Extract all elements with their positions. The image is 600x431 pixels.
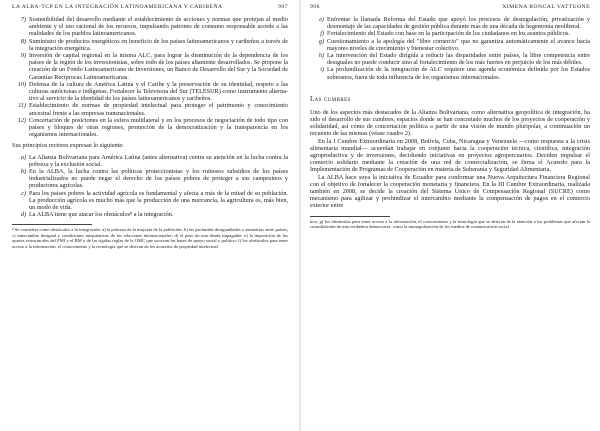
item-number: 11) bbox=[18, 102, 26, 110]
item-text: Inversión de capital regional en la misma ALC, para lograr la disminución de la dependencia de los países de la región de los inversionistas, sobre todo de los países altamente desarrollados. Se propone la creación de un Fondo Latinoamericano de Inversiones, un Banco de Desarrollo del Sur y la Sociedad de Garantías Recíprocas Latinoamericanas. bbox=[29, 52, 288, 81]
principles-list bbox=[12, 154, 288, 219]
list-item bbox=[12, 117, 288, 139]
item-letter: e) bbox=[319, 16, 324, 23]
item-text: Enfrentar la llamada Reforma del Estado que apoyó los procesos de desregulación, privatización y desmontaje de las capacidades de gestión pública durante más de una década de hegemonía neoliberal. bbox=[327, 16, 590, 31]
list-item bbox=[310, 52, 590, 66]
footnote: ⁸ Se considera como obstáculos a la integración: a) la pobreza de la mayoría de la población; b) las profundas desigualdades y asimetrías entre países; c) intercambio desigual y condiciones inequitativas de las relaciones internacionales; d) el peso de una deuda impagable; e) la imposición de los ajustes estructurales del FMI y el BM y de las rígidas reglas de la OMC que socavan las bases de apoyo social y político; f) los obstáculos para tener acceso a la información, el conocimiento y la tecnología que se derivan de los acuerdos de propiedad intelectual. bbox=[12, 227, 288, 249]
right-page bbox=[304, 0, 600, 431]
item-letter: h) bbox=[318, 52, 324, 60]
running-title: LA ALBA-TCP EN LA INTEGRACIÓN LATINOAMERICANA Y CARIBEÑA bbox=[12, 4, 223, 10]
item-text: Fortalecimiento del Estado con base en la participación de los ciudadanos en los asuntos públicos. bbox=[327, 30, 570, 38]
list-item bbox=[310, 38, 590, 52]
item-number: 12) bbox=[17, 116, 26, 124]
right-page-header bbox=[310, 4, 590, 10]
item-letter: d) bbox=[20, 211, 26, 219]
left-page bbox=[0, 0, 296, 431]
item-letter: f) bbox=[320, 30, 324, 38]
item-letter: g) bbox=[318, 37, 324, 45]
list-item bbox=[310, 30, 590, 37]
item-number: 10) bbox=[17, 80, 26, 88]
item-number: 9) bbox=[20, 52, 26, 60]
list-item bbox=[12, 38, 288, 52]
item-text: Defensa de la cultura de América Latina y el Caribe y la preservación de su identidad, respeto a las culturas autóctonas e indígenas. Fortalecer la Televisora del Sur (TELESUR) como instrumento alternativo al servicio de la identidad de los países latinoamericanos y caribeños. bbox=[29, 80, 288, 103]
item-text: Establecimiento de normas de propiedad intelectual para proteger el patrimonio y conocimiento ancestral frente a las empresas transnacionales. bbox=[29, 102, 288, 117]
running-author: XIMENA RONCAL VATTUONE bbox=[502, 4, 590, 10]
list-item bbox=[310, 16, 590, 30]
item-letter: c) bbox=[21, 189, 26, 197]
footnote: tico; g) los obstáculos para tener acceso a la información, el conocimiento y la tecnología que se derivan de la atención a los problemas que afectan la consolidación de una verdadera democracia, como la monopolización de los medios de comunicación social. bbox=[310, 218, 590, 230]
item-text: La ALBA tiene que atacar los obstáculos⁸ a la integración. bbox=[29, 211, 174, 219]
item-letter: i) bbox=[320, 66, 324, 74]
page-gutter bbox=[299, 0, 301, 431]
list-item bbox=[12, 102, 288, 116]
page-number-right: 998 bbox=[310, 4, 320, 10]
item-text: Suministro de productos energéticos en beneficio de los países latinoamericanos y caribeños a través de la integración energética. bbox=[29, 37, 288, 52]
item-text: La Alianza Bolivariana para América Latina (antes alternativa) centra su atención en la lucha contra la pobreza y la exclusión social. bbox=[29, 153, 288, 168]
list-item bbox=[310, 66, 590, 80]
principles-list-continued bbox=[310, 16, 590, 81]
list-item bbox=[12, 168, 288, 190]
paragraph: Uno de los aspectos más destacados de la Alianza Bolivariana, como alternativa geopolítica de integración, ha sido el desarrollo de sus cumbres, espacios donde se han concretado muchos de los proyectos de cooperación y solidaridad, así como de concertación política a partir de una visión de mundo pluripolar, a continuación un recuento de las mismas (véase cuadro 2). bbox=[310, 108, 590, 138]
principles-intro: Sus principios rectores expresan lo siguiente: bbox=[12, 142, 124, 150]
item-letter: b) bbox=[20, 168, 26, 176]
list-item bbox=[12, 16, 288, 38]
objectives-list bbox=[12, 16, 288, 138]
page-number-left: 997 bbox=[278, 4, 288, 10]
list-item bbox=[12, 154, 288, 168]
item-text: Concertación de posiciones en la esfera multilateral y en los procesos de negociación de todo tipo con países y bloques de otras regiones, promoción de la democratización y la transparencia en los organismos internacionales. bbox=[29, 116, 288, 139]
item-text: Cuestionamiento a la apología del "libre comercio" que no garantiza automáticamente el avance hacia mayores niveles de crecimiento y bienestar colectivo. bbox=[327, 37, 590, 52]
footnote-rule bbox=[12, 224, 92, 225]
item-text: En la ALBA, la lucha contra las políticas proteccionistas y los ruinosos subsidios de los países industrializados no puede negar el derecho de los países pobres de proteger a sus campesinos y productores agrícolas. bbox=[29, 168, 288, 190]
item-number: 8) bbox=[20, 37, 26, 45]
list-item bbox=[12, 81, 288, 103]
item-text: Para los países pobres la actividad agrícola es fundamental y afecta a más de la mitad de su población. La producción agrícola es mucho más que la producción de una mercancía, la agricultura es, más bien, un modo de vida. bbox=[29, 189, 288, 212]
item-text: La profundización de la integración de ALC requiere una agenda económica definida por los Estados soberanos, fuera de toda influencia de los organismos internacionales. bbox=[327, 66, 590, 81]
left-page-header bbox=[12, 4, 288, 10]
item-text: La intervención del Estado dirigida a reducir las disparidades entre países, la libre competencia entre desiguales no puede conducir sino al fortalecimiento de los más fuertes en perjuicio de los más débiles. bbox=[327, 52, 590, 67]
footnote-rule bbox=[310, 216, 390, 217]
section-heading: Las cumbres bbox=[310, 94, 351, 103]
item-letter: a) bbox=[20, 153, 26, 161]
list-item bbox=[12, 211, 288, 218]
item-text: Sostenibilidad del desarrollo mediante el establecimiento de acciones y normas que protejan al medio ambiente y el uso racional de los recursos, impulsando patrones de consumo responsable acorde a las realidades de los pueblos latinoamericanos. bbox=[29, 16, 288, 38]
paragraph: En la I Cumbre Extraordinaria en 2008, Bolivia, Cuba, Nicaragua y Venezuela —como respuesta a la crisis alimentaria mundial— acuerdan trabajar en conjunto hacia la cooperación técnica, científica, integración agroproductiva y de inversiones, decidiendo iniciativas en proyectos agropercuarios. Deciden impulsar el comercio solidario mediante la creación de una red de comercialización, se firma el Acuerdo para la Implementación de Programas de Cooperación en materia de Soberanía y Seguridad Alimentaria. bbox=[310, 137, 590, 174]
list-item bbox=[12, 52, 288, 81]
item-number: 7) bbox=[20, 16, 26, 23]
list-item bbox=[12, 190, 288, 212]
paragraph: La ALBA hace suya la iniciativa de Ecuador para conformar una Nueva Arquitectura Financiera Regional con el objetivo de fortalecer la cooperación monetaria y financiera. En la III Cumbre Extraordinaria, realizada también en 2008, se decide la creación del Sistema Único de Compensación Regional (SUCRE) como mecanismo para agilizar y profundizar el intercambio mediante la compensación de pagos en el comercio exterior entre bbox=[310, 173, 590, 210]
